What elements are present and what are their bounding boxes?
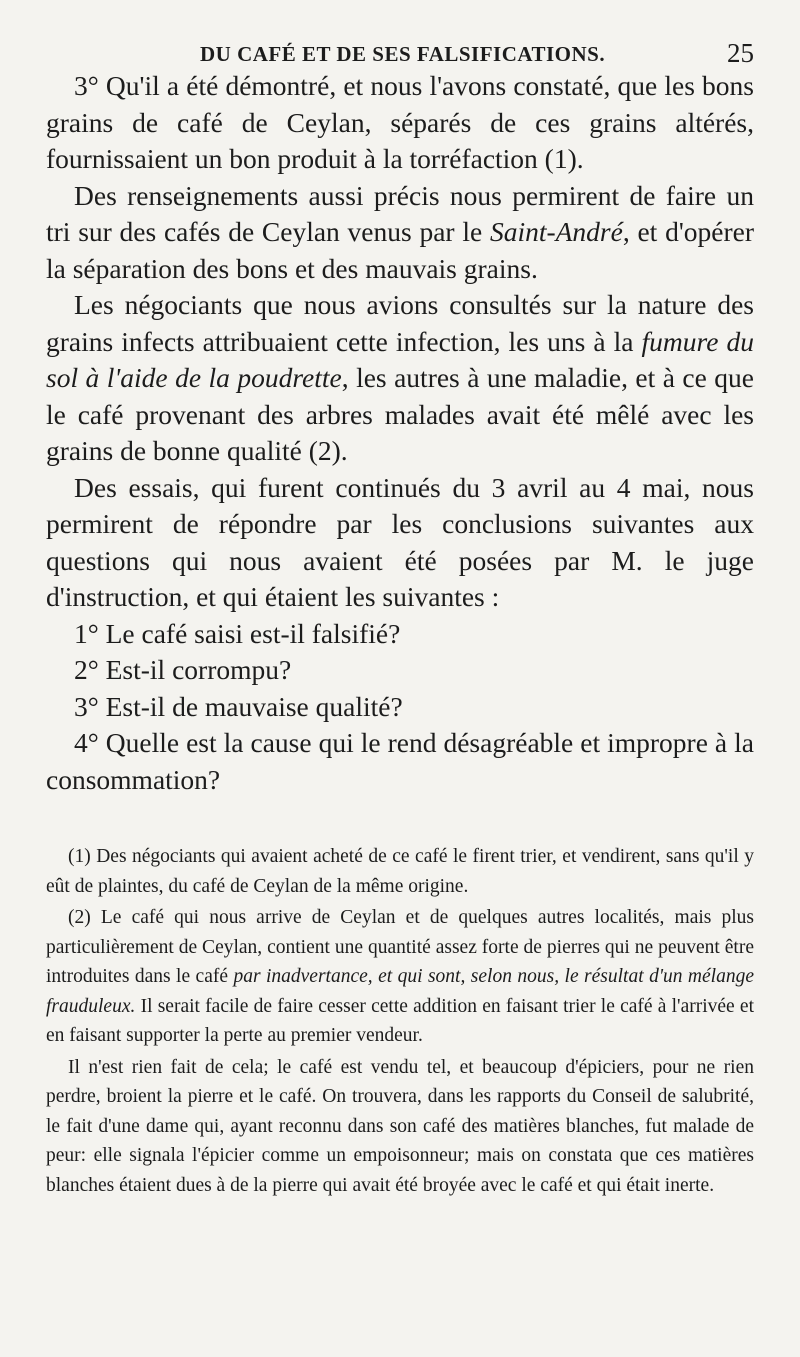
running-title: DU CAFÉ ET DE SES FALSIFICATIONS. [200,42,606,66]
footnote-1: (1) Des négociants qui avaient acheté de ce café le firent trier, et vendirent, sans qu'il y eût de plaintes, du café de Ceylan de la même origine. [46,846,754,897]
footnote-text: (2) Le café qui nous arrive de Ceylan et de quelques autres localités, mais plus particulièrement de Ceylan, contient une quantité assez forte de pierres qui ne peuvent être introduites dans le café [46,907,754,987]
main-text [46,68,754,798]
footnote-2 [46,903,754,1051]
page-number: 25 [727,38,754,68]
question-2: 2° Est-il corrompu? [74,654,292,685]
paragraph-conclusion-3 [46,68,754,178]
footnotes [46,842,754,1202]
paragraph-merchants [46,287,754,470]
question-3: 3° Est-il de mauvaise qualité? [74,690,403,722]
paragraph-sorting [46,178,754,288]
question-4: 4° Quelle est la cause qui le rend désagréable et impropre à la consommation? [46,727,754,795]
paragraph-text: 3° Qu'il a été démontré, et nous l'avons constaté, que les bons grains de café de Ceylan, séparés de ces grains altérés, fournissaient un bon produit à la torréfaction (1). [46,70,754,174]
paragraph-text: , les autres à une maladie, et à ce que le café provenant des arbres malades avait été mêlé avec les grains de bonne qualité (2). [46,362,754,466]
footnote-2-continued: Il n'est rien fait de cela; le café est vendu tel, et beaucoup d'épiciers, pour ne rien perdre, broient la pierre et le café. On trouvera, dans les rapports du Conseil de salubrité, le fait d'une dame qui, ayant reconnu dans son café des matières blanches, fut malade de peur: elle signala l'épicier comme un empoisonneur; mais on constata que ces matières blanches étaient dues à de la pierre qui avait été broyée avec le café et qui était inerte. [46,1056,754,1196]
paragraph-trials [46,470,754,616]
paragraph-text: Des renseignements aussi précis nous permirent de faire un tri sur des cafés de Ceylan venus par le [46,179,754,247]
italic-phrase: fumure du sol à l'aide de la poudrette [46,325,754,393]
paragraph-text: Des essais, qui furent continués du 3 avril au 4 mai, nous permirent de répondre par les conclusions suivantes aux questions qui nous avaient été posées par M. le juge d'instruction, et qui étaient les suivantes : [46,471,754,612]
ship-name: Saint-André [489,216,623,247]
paragraph-text: Les négociants que nous avions consultés sur la nature des grains infects attribuaient cette infection, les uns à la [46,289,754,357]
paragraph-text: , et d'opérer la séparation des bons et des mauvais grains. [46,216,755,284]
question-1: 1° Le café saisi est-il falsifié? [74,617,401,649]
footnote-text: Il serait facile de faire cesser cette addition en faisant trier le café à l'arrivée et en faisant supporter la perte au premier vendeur. [46,995,754,1046]
italic-phrase: par inadvertance, et qui sont, selon nous, le résultat d'un mélange frauduleux. [46,966,754,1017]
